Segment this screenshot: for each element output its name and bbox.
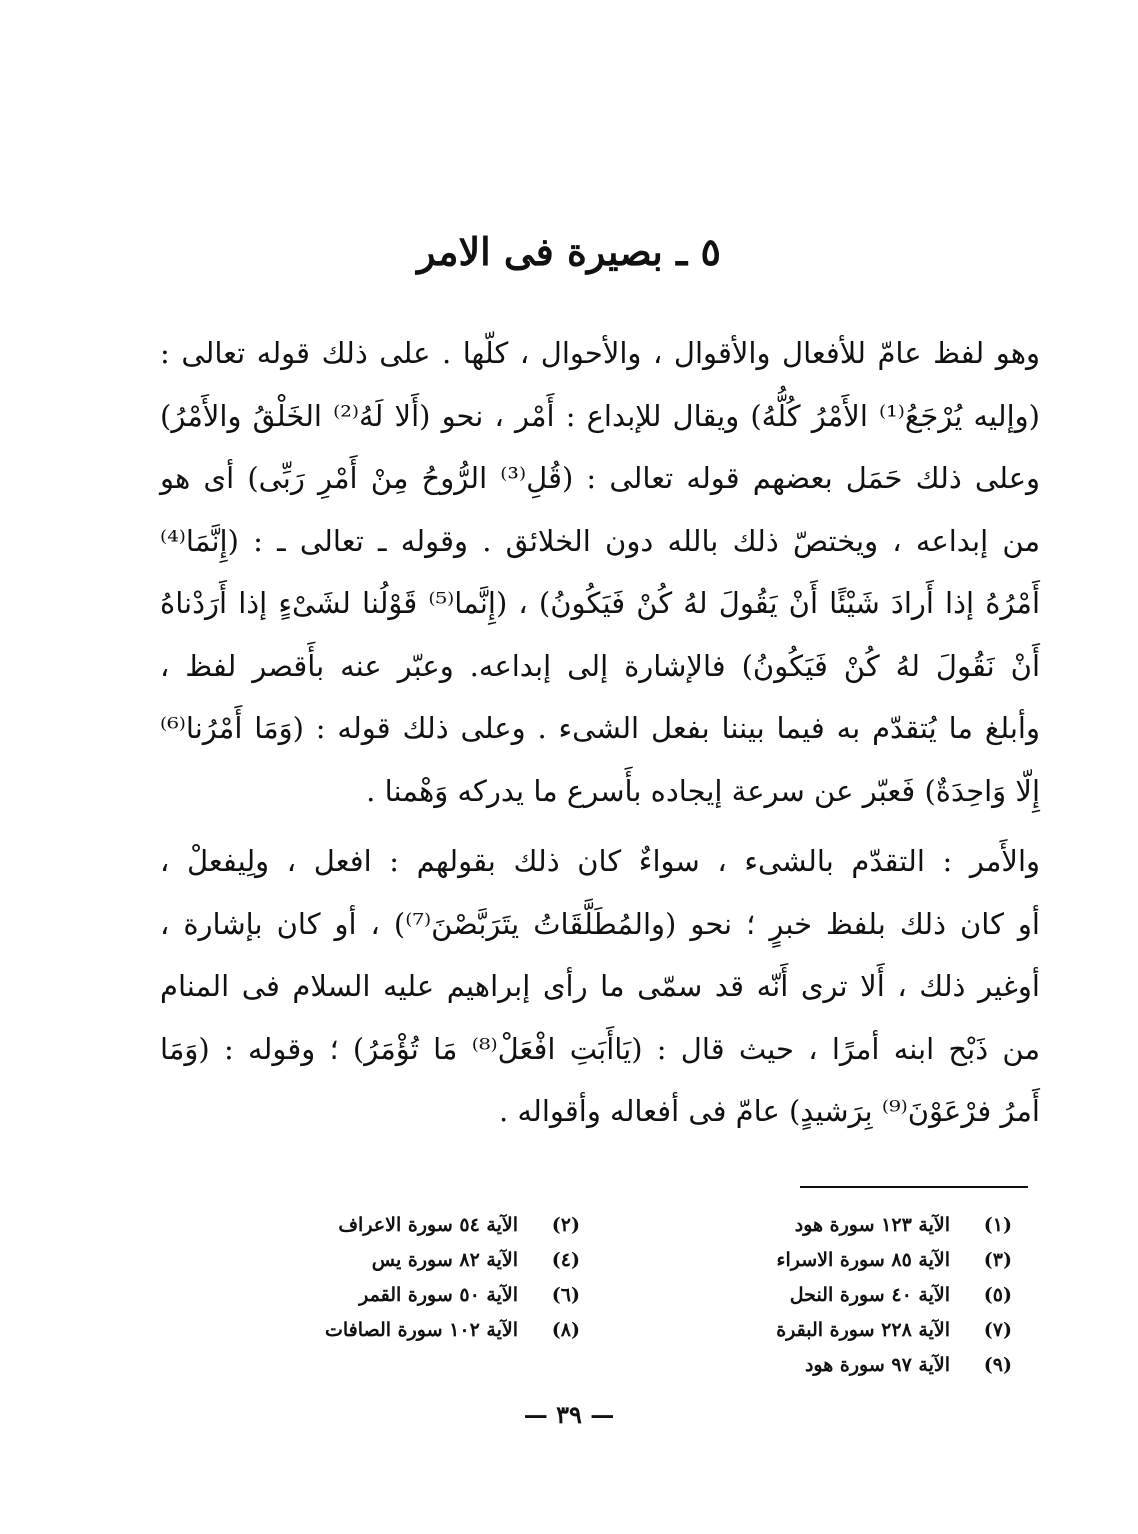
footnote-text: الآية ٩٧ سورة هود: [804, 1354, 950, 1376]
footnote: [640, 1348, 1012, 1383]
footnote-text: الآية ٥٤ سورة الاعراف: [338, 1214, 518, 1236]
footnote-text: الآية ٨٢ سورة يس: [371, 1249, 518, 1271]
footnote-number: (٧): [983, 1319, 1012, 1341]
footnote-number: (١): [983, 1214, 1012, 1236]
footnote-number: (٣): [983, 1249, 1012, 1271]
footnote-text: الآية ٢٢٨ سورة البقرة: [776, 1319, 950, 1341]
footnote-text: الآية ١٢٣ سورة هود: [794, 1214, 950, 1236]
body-text: [160, 322, 1040, 1143]
footnote: [640, 1208, 1012, 1243]
footnote: [270, 1208, 580, 1243]
paragraph-gap: [160, 822, 1040, 830]
footnote: [270, 1243, 580, 1278]
text-line: أوغير ذلك ، أَلا ترى أَنّه قد سمّى ما رأى إبراهيم عليه السلام فى المنام: [160, 969, 1040, 1003]
footnote: [270, 1313, 580, 1348]
footnotes-column-left: [270, 1208, 580, 1348]
paragraph-1: [160, 322, 1040, 822]
footnote-number: (٥): [983, 1284, 1012, 1306]
footnote-number: (٨): [551, 1319, 580, 1341]
text-line: (وإليه يُرْجَعُ⁽¹⁾ الأَمْرُ كُلُّهُ) ويقال للإبداع : أَمْر ، نحو (أَلا لَهُ⁽²⁾ الخَلْقُ والأَمْرُ): [160, 398, 1040, 433]
text-line: أَنْ نَقُولَ لهُ كُنْ فَيَكُونُ) فالإشارة إلى إبداعه. وعبّر عنه بأَقصر لفظ ،: [160, 648, 1040, 683]
footnote-text: الآية ١٠٢ سورة الصافات: [324, 1319, 518, 1341]
footnote: [640, 1313, 1012, 1348]
text-line: وهو لفظ عامّ للأفعال والأقوال ، والأحوال ، كلّها . على ذلك قوله تعالى :: [160, 336, 1040, 370]
footnote: [640, 1278, 1012, 1313]
text-line: وعلى ذلك حَمَل بعضهم قوله تعالى : (قُلِ⁽³⁾ الرُّوحُ مِنْ أَمْرِ رَبِّى) أى هو: [160, 461, 1040, 495]
footnote-number: (٩): [983, 1354, 1012, 1376]
text-line: أَمرُ فرْعَوْنَ⁽⁹⁾ بِرَشيدٍ) عامّ فى أفعاله وأقواله .: [499, 1094, 1040, 1128]
footnote-number: (٢): [551, 1214, 580, 1236]
footnote: [270, 1278, 580, 1313]
footnote-number: (٦): [551, 1284, 580, 1306]
text-line: أو كان ذلك بلفظ خبرٍ ؛ نحو (والمُطَلَّقَاتُ يتَرَبَّصْنَ⁽⁷⁾) ، أو كان بإشارة ،: [160, 906, 1040, 941]
paragraph-2: [160, 830, 1040, 1143]
footnote-text: الآية ٥٠ سورة القمر: [359, 1284, 518, 1306]
section-title: ٥ ـ بصيرة فى الامر: [417, 229, 721, 274]
text-line: من ذَبْح ابنه أمرًا ، حيث قال : (يَاأَبَتِ افْعَلْ⁽⁸⁾ مَا تُؤْمَرُ) ؛ وقوله : (وَمَا: [160, 1031, 1040, 1066]
page-number: — ٣٩ —: [523, 1400, 615, 1429]
text-line: وأبلغ ما يُتقدّم به فيما بيننا بفعل الشىء . وعلى ذلك قوله : (وَمَا أَمْرُنا⁽⁶⁾: [160, 711, 1040, 745]
text-line: من إبداعه ، ويختصّ ذلك بالله دون الخلائق . وقوله ـ تعالى ـ : (إِنَّمَا⁽⁴⁾: [160, 523, 1040, 558]
footnote: [640, 1243, 1012, 1278]
text-line: أَمْرُهُ إذا أَرادَ شَيْئًا أَنْ يَقُولَ لهُ كُنْ فَيَكُونُ) ، (إِنَّما⁽⁵⁾ قَوْلُنا لشَىْءٍ إذا أَرَدْناهُ: [160, 586, 1040, 620]
footnote-divider: [800, 1186, 1028, 1188]
footnotes-column-right: [640, 1208, 1012, 1383]
text-line: والأَمر : التقدّم بالشىء ، سواءٌ كان ذلك بقولهم : افعل ، ولِيفعلْ ،: [160, 844, 1040, 878]
footnote-text: الآية ٨٥ سورة الاسراء: [776, 1249, 950, 1271]
footnote-text: الآية ٤٠ سورة النحل: [789, 1284, 950, 1306]
text-line: إِلّا وَاحِدَةٌ) فَعبّر عن سرعة إيجاده بأَسرع ما يدركه وَهْمنا .: [366, 773, 1040, 808]
footnote-number: (٤): [551, 1249, 580, 1271]
